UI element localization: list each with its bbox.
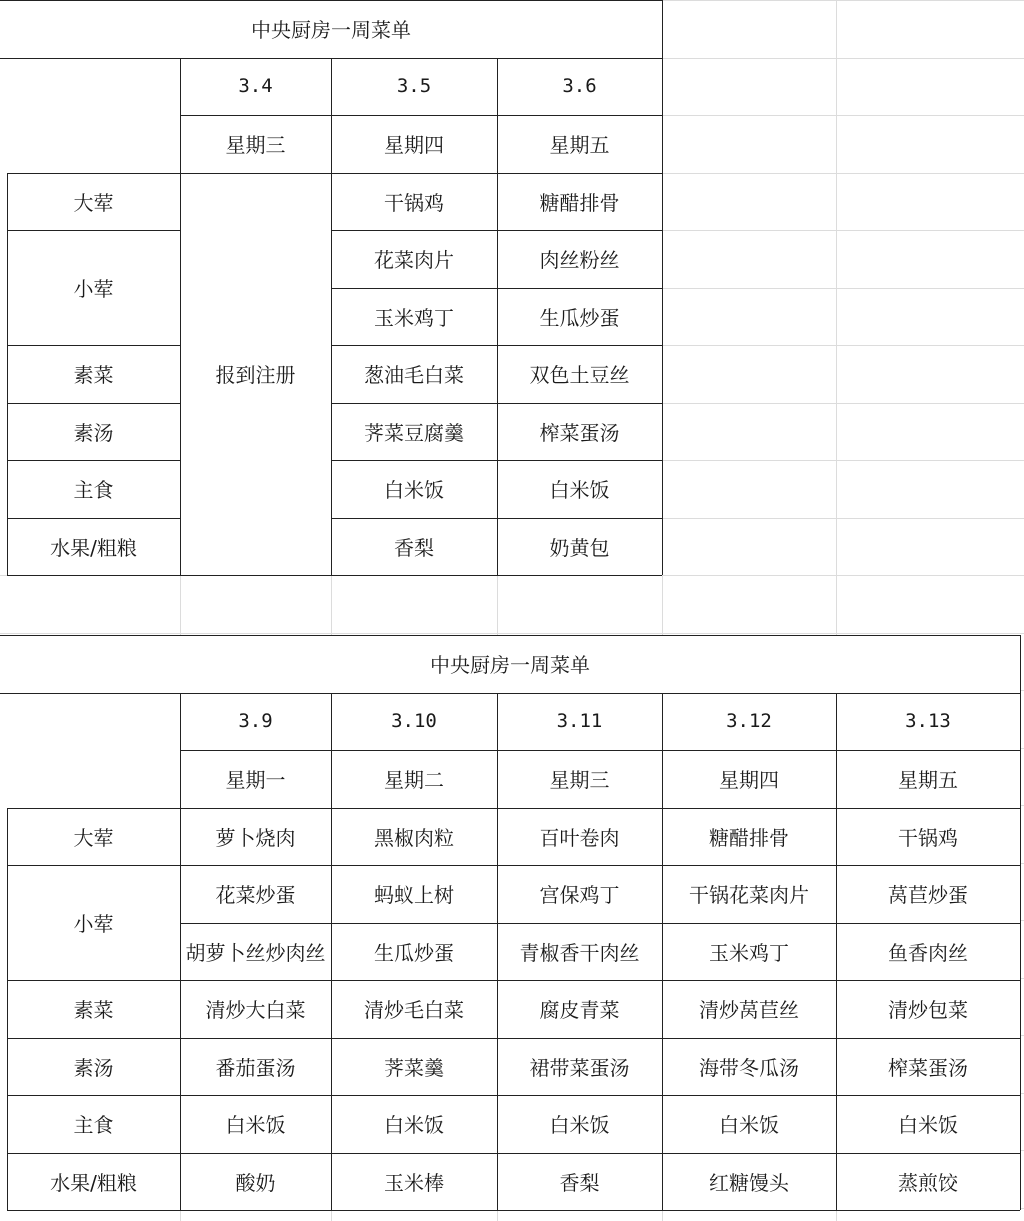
dish-cell[interactable]: 白米饭	[331, 1095, 497, 1153]
dish-cell[interactable]: 番茄蛋汤	[180, 1038, 331, 1096]
dish-cell[interactable]: 糖醋排骨	[662, 808, 836, 866]
cell-border	[331, 288, 497, 289]
dish-cell[interactable]: 白米饭	[662, 1095, 836, 1153]
cell-border	[331, 518, 497, 519]
cell-border	[497, 980, 662, 981]
dish-cell[interactable]: 莴苣炒蛋	[836, 865, 1020, 923]
dish-cell[interactable]: 清炒毛白菜	[331, 980, 497, 1038]
cell-border	[7, 1038, 180, 1039]
dish-cell[interactable]: 荠菜豆腐羹	[331, 403, 497, 461]
cell-border	[331, 980, 497, 981]
category-label[interactable]: 素菜	[7, 345, 180, 403]
cell-border	[497, 923, 662, 924]
dish-cell[interactable]: 清炒莴苣丝	[662, 980, 836, 1038]
cell-border	[7, 980, 180, 981]
weekday-header[interactable]: 星期二	[331, 750, 497, 808]
cell-border	[662, 1153, 836, 1154]
cell-border	[331, 1153, 497, 1154]
dish-cell[interactable]: 玉米鸡丁	[331, 288, 497, 346]
dish-cell[interactable]: 白米饭	[836, 1095, 1020, 1153]
header-corner[interactable]	[0, 693, 180, 808]
cell-border	[7, 230, 180, 231]
cell-border	[331, 693, 332, 1211]
category-label[interactable]: 大荤	[7, 173, 180, 231]
cell-border	[497, 1095, 662, 1096]
cell-border	[0, 693, 1020, 694]
cell-border	[180, 1095, 331, 1096]
category-label[interactable]: 素汤	[7, 403, 180, 461]
weekday-header[interactable]: 星期一	[180, 750, 331, 808]
cell-border	[836, 865, 1020, 866]
cell-border	[836, 980, 1020, 981]
cell-border	[7, 1153, 180, 1154]
cell-border	[497, 230, 662, 231]
cell-border	[497, 58, 498, 576]
dish-cell[interactable]: 生瓜炒蛋	[497, 288, 662, 346]
dish-cell[interactable]: 糖醋排骨	[497, 173, 662, 231]
cell-border	[497, 1153, 662, 1154]
cell-border	[7, 173, 662, 174]
dish-cell[interactable]: 榨菜蛋汤	[497, 403, 662, 461]
dish-cell[interactable]: 青椒香干肉丝	[497, 923, 662, 981]
weekday-header[interactable]: 星期五	[836, 750, 1020, 808]
cell-border	[836, 1038, 1020, 1039]
cell-border	[836, 693, 837, 1211]
dish-cell[interactable]: 荠菜羹	[331, 1038, 497, 1096]
category-label[interactable]: 素汤	[7, 1038, 180, 1096]
dish-cell[interactable]: 白米饭	[331, 460, 497, 518]
cell-border	[331, 1095, 497, 1096]
menu-title[interactable]: 中央厨房一周菜单	[0, 635, 1020, 693]
cell-border	[497, 865, 662, 866]
category-label[interactable]: 小荤	[7, 865, 180, 980]
dish-cell[interactable]: 蒸煎饺	[836, 1153, 1020, 1211]
cell-border	[497, 403, 662, 404]
cell-border	[662, 0, 663, 575]
dish-cell[interactable]: 肉丝粉丝	[497, 230, 662, 288]
cell-border	[7, 345, 180, 346]
cell-border	[662, 865, 836, 866]
dish-cell[interactable]: 宫保鸡丁	[497, 865, 662, 923]
cell-border	[662, 980, 836, 981]
date-header[interactable]: 3.10	[331, 693, 497, 751]
cell-border	[497, 345, 662, 346]
dish-cell[interactable]: 白米饭	[497, 1095, 662, 1153]
category-label[interactable]: 主食	[7, 460, 180, 518]
weekday-header[interactable]: 星期四	[331, 115, 497, 173]
cell-border	[7, 865, 180, 866]
category-label[interactable]: 水果/粗粮	[7, 518, 180, 576]
dish-cell[interactable]: 萝卜烧肉	[180, 808, 331, 866]
dish-cell[interactable]: 白米饭	[497, 460, 662, 518]
cell-border	[331, 865, 497, 866]
dish-cell[interactable]: 酸奶	[180, 1153, 331, 1211]
cell-border	[662, 693, 663, 1211]
cell-border	[331, 923, 497, 924]
dish-cell[interactable]: 花菜炒蛋	[180, 865, 331, 923]
cell-border	[180, 865, 331, 866]
cell-border	[331, 403, 497, 404]
cell-border	[7, 808, 1020, 809]
dish-cell[interactable]: 干锅鸡	[836, 808, 1020, 866]
cell-border	[7, 808, 8, 1211]
cell-border	[180, 115, 662, 116]
category-label[interactable]: 大荤	[7, 808, 180, 866]
dish-cell[interactable]: 花菜肉片	[331, 230, 497, 288]
cell-border	[331, 345, 497, 346]
category-label[interactable]: 水果/粗粮	[7, 1153, 180, 1211]
date-header[interactable]: 3.4	[180, 58, 331, 116]
dish-cell[interactable]: 玉米鸡丁	[662, 923, 836, 981]
cell-border	[7, 1095, 180, 1096]
merged-note-cell[interactable]: 报到注册	[180, 173, 331, 576]
dish-cell[interactable]: 干锅鸡	[331, 173, 497, 231]
row-edge[interactable]	[0, 808, 7, 1211]
date-header[interactable]: 3.9	[180, 693, 331, 751]
cell-border	[497, 1038, 662, 1039]
dish-cell[interactable]: 胡萝卜丝炒肉丝	[180, 923, 331, 981]
cell-border	[331, 230, 497, 231]
dish-cell[interactable]: 红糖馒头	[662, 1153, 836, 1211]
cell-border	[7, 460, 180, 461]
dish-cell[interactable]: 蚂蚁上树	[331, 865, 497, 923]
cell-border	[7, 1210, 1020, 1211]
weekday-header[interactable]: 星期三	[180, 115, 331, 173]
dish-cell[interactable]: 干锅花菜肉片	[662, 865, 836, 923]
dish-cell[interactable]: 白米饭	[180, 1095, 331, 1153]
cell-border	[180, 750, 1020, 751]
weekday-header[interactable]: 星期五	[497, 115, 662, 173]
date-header[interactable]: 3.12	[662, 693, 836, 751]
category-label[interactable]: 素菜	[7, 980, 180, 1038]
cell-border	[0, 0, 662, 1]
row-edge[interactable]	[0, 173, 7, 576]
dish-cell[interactable]: 玉米棒	[331, 1153, 497, 1211]
cell-border	[836, 923, 1020, 924]
cell-border	[180, 693, 181, 1211]
category-label[interactable]: 主食	[7, 1095, 180, 1153]
dish-cell[interactable]: 生瓜炒蛋	[331, 923, 497, 981]
dish-cell[interactable]: 葱油毛白菜	[331, 345, 497, 403]
cell-border	[180, 1038, 331, 1039]
dish-cell[interactable]: 香梨	[497, 1153, 662, 1211]
dish-cell[interactable]: 双色土豆丝	[497, 345, 662, 403]
cell-border	[7, 173, 8, 576]
dish-cell[interactable]: 百叶卷肉	[497, 808, 662, 866]
dish-cell[interactable]: 腐皮青菜	[497, 980, 662, 1038]
cell-border	[836, 1153, 1020, 1154]
cell-border	[331, 1038, 497, 1039]
dish-cell[interactable]: 鱼香肉丝	[836, 923, 1020, 981]
cell-border	[331, 460, 497, 461]
weekday-header[interactable]: 星期三	[497, 750, 662, 808]
dish-cell[interactable]: 黑椒肉粒	[331, 808, 497, 866]
date-header[interactable]: 3.5	[331, 58, 497, 116]
dish-cell[interactable]: 奶黄包	[497, 518, 662, 576]
dish-cell[interactable]: 清炒大白菜	[180, 980, 331, 1038]
cell-border	[180, 980, 331, 981]
cell-border	[497, 460, 662, 461]
cell-border	[0, 635, 1020, 636]
cell-border	[7, 518, 180, 519]
cell-border	[662, 1095, 836, 1096]
cell-border	[836, 1095, 1020, 1096]
date-header[interactable]: 3.13	[836, 693, 1020, 751]
dish-cell[interactable]: 清炒包菜	[836, 980, 1020, 1038]
cell-border	[497, 693, 498, 1211]
cell-border	[7, 403, 180, 404]
menu-title[interactable]: 中央厨房一周菜单	[0, 0, 662, 58]
category-label[interactable]: 小荤	[7, 230, 180, 345]
date-header[interactable]: 3.6	[497, 58, 662, 116]
weekday-header[interactable]: 星期四	[662, 750, 836, 808]
cell-border	[180, 923, 331, 924]
date-header[interactable]: 3.11	[497, 693, 662, 751]
dish-cell[interactable]: 裙带菜蛋汤	[497, 1038, 662, 1096]
dish-cell[interactable]: 海带冬瓜汤	[662, 1038, 836, 1096]
cell-border	[662, 1038, 836, 1039]
cell-border	[662, 923, 836, 924]
cell-border	[7, 575, 662, 576]
cell-border	[497, 288, 662, 289]
cell-border	[497, 518, 662, 519]
dish-cell[interactable]: 榨菜蛋汤	[836, 1038, 1020, 1096]
grid-line	[0, 633, 1024, 634]
cell-border	[180, 1153, 331, 1154]
header-corner[interactable]	[0, 58, 180, 173]
dish-cell[interactable]: 香梨	[331, 518, 497, 576]
cell-border	[331, 58, 332, 576]
cell-border	[180, 58, 181, 576]
cell-border	[1020, 635, 1021, 1210]
